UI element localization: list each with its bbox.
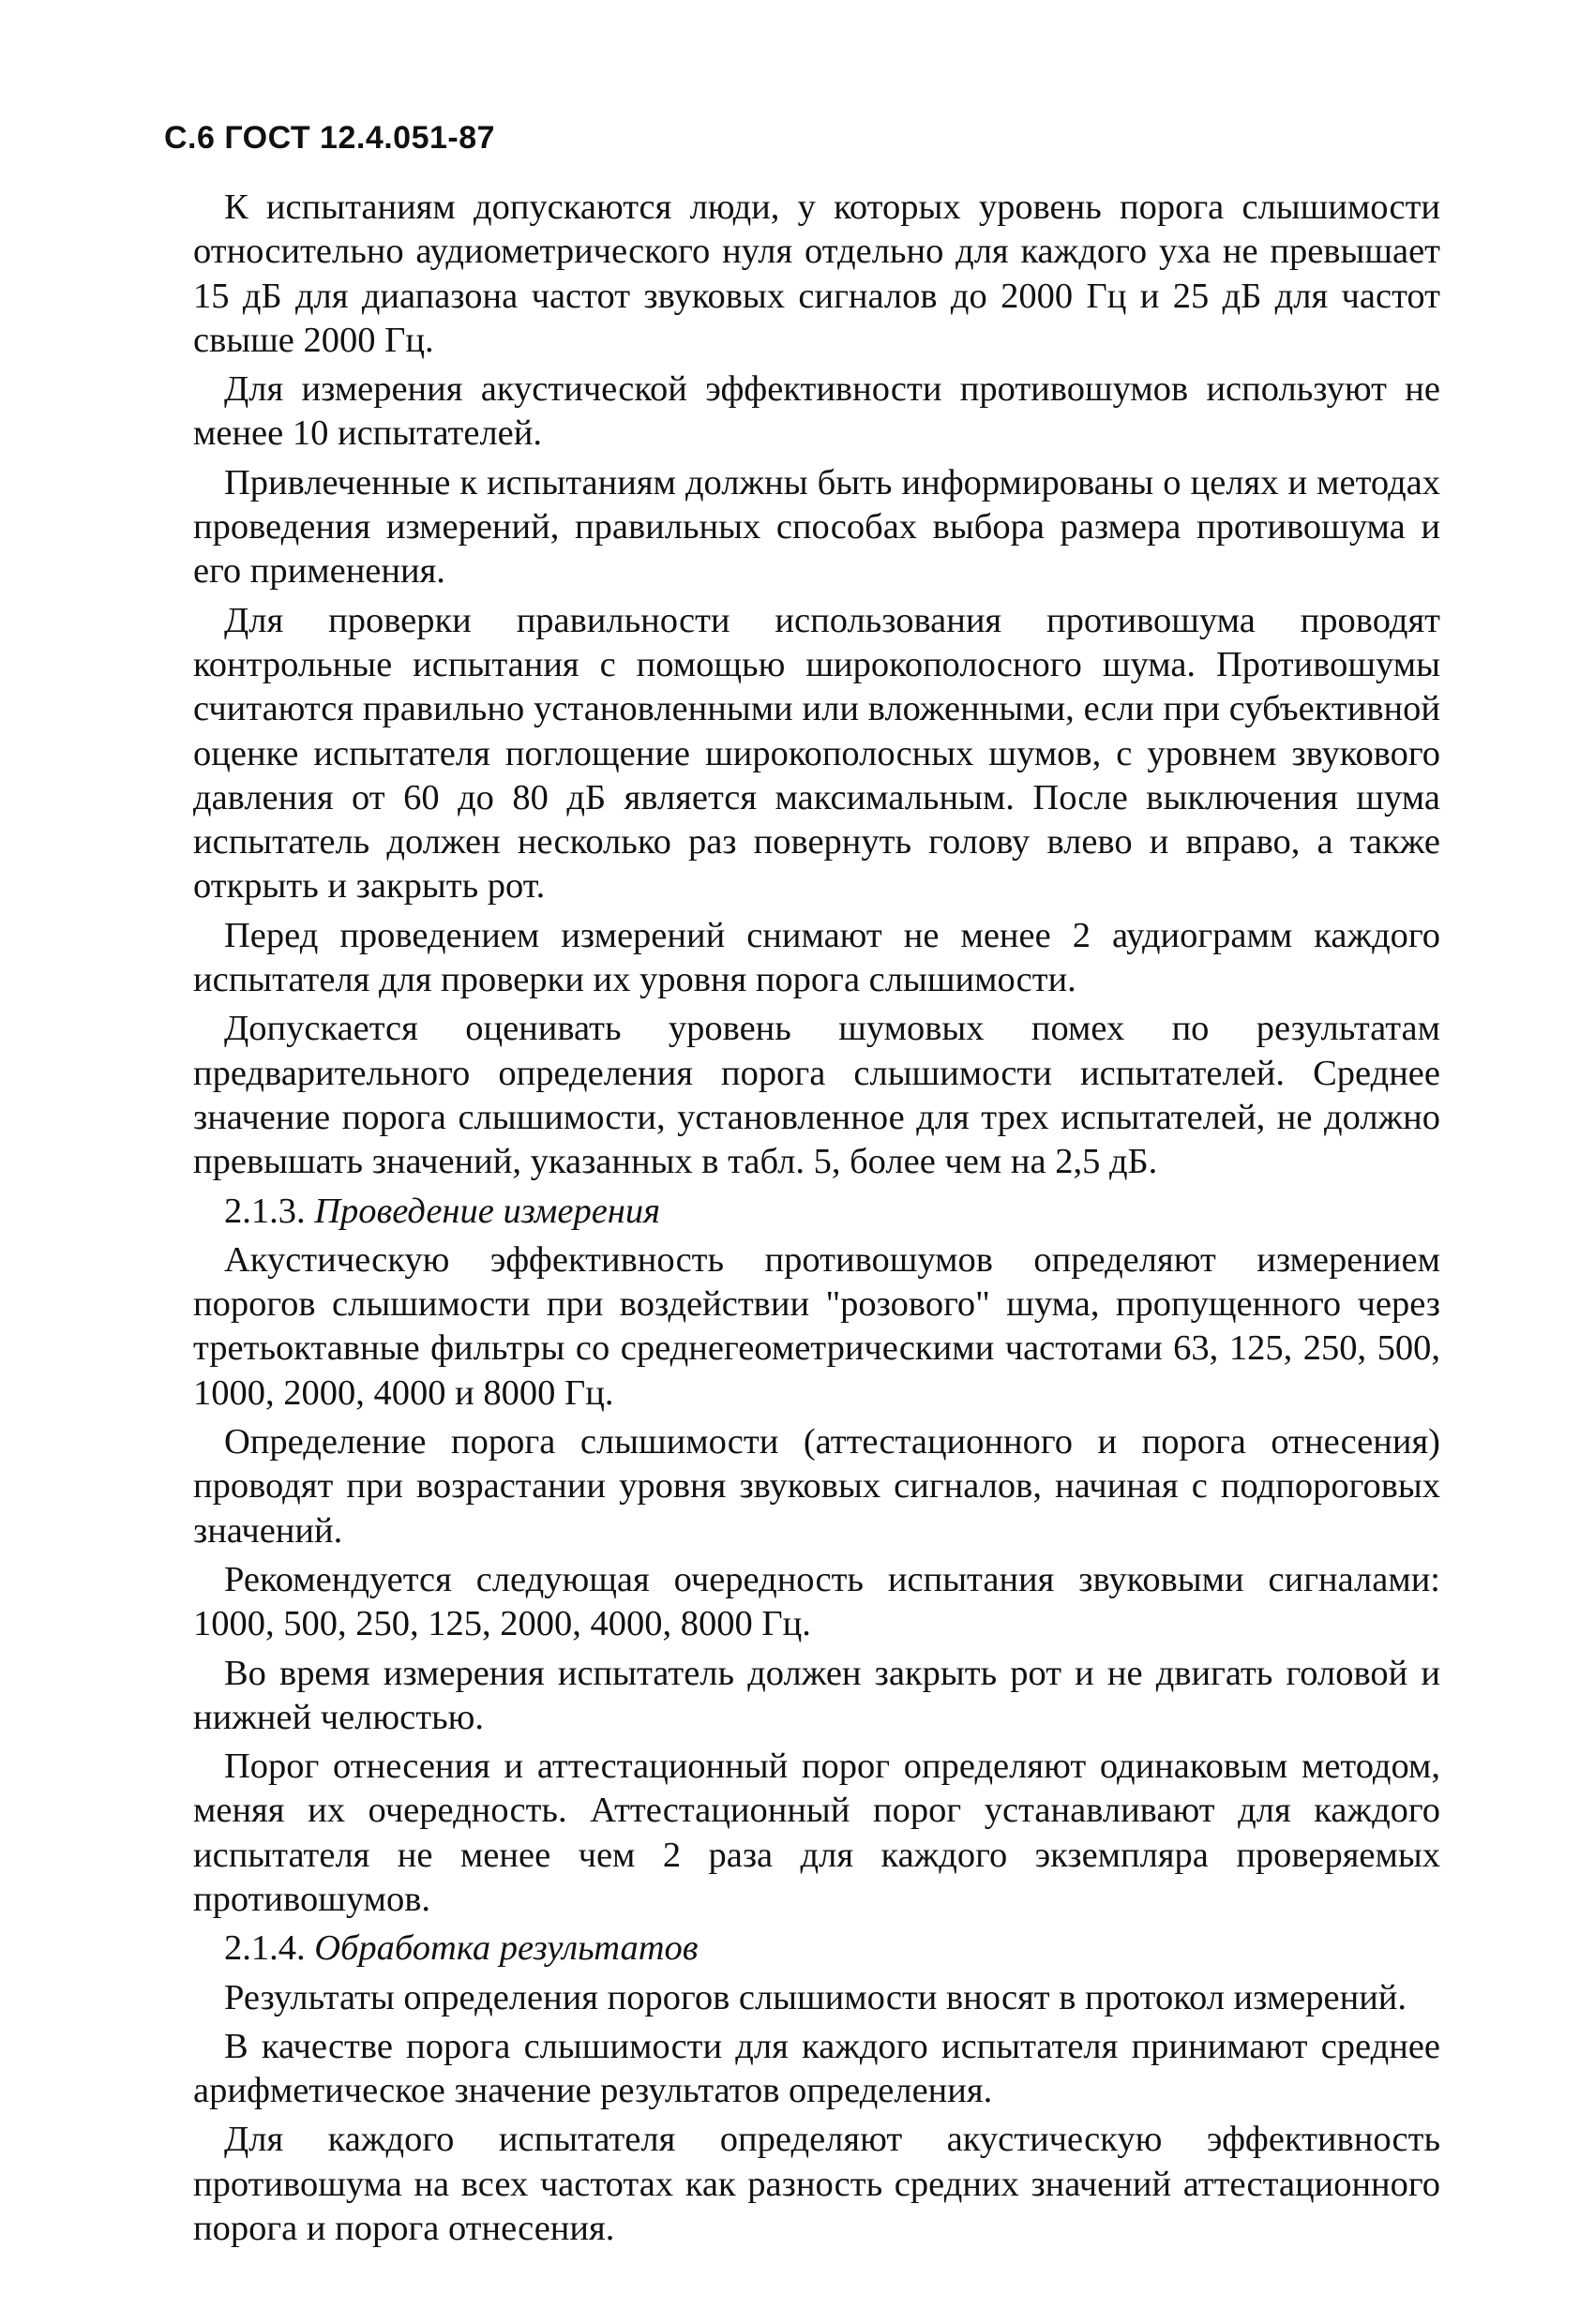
paragraph-tester-briefing: Привлеченные к испытаниям должны быть информированы о целях и методах проведения измерений, правильных способах выбора размера противошума и его применения. bbox=[193, 462, 1440, 592]
paragraph-threshold-determination: Определение порога слышимости (аттестационного и порога отнесения) проводят при возрастании уровня звуковых сигналов, начиная с подпороговых значений. bbox=[193, 1422, 1440, 1551]
section-number: 2.1.3. bbox=[224, 1191, 306, 1231]
body-text bbox=[193, 186, 1440, 2256]
paragraph-admission-criteria: К испытаниям допускаются люди, у которых уровень порога слышимости относительно аудиометрического нуля отдельно для каждого уха не превышает 15 дБ для диапазона частот звуковых сигналов до 2000 Гц и 25 дБ для частот свыше 2000 Гц. bbox=[193, 187, 1440, 360]
paragraph-effectiveness-calc: Для каждого испытателя определяют акустическую эффективность противошума на всех частотах как разность средних значений аттестационного порога и порога отнесения. bbox=[193, 2120, 1440, 2249]
section-title: Обработка результатов bbox=[314, 1928, 699, 1969]
section-heading-2-1-4 bbox=[193, 1927, 1440, 1971]
section-number: 2.1.4. bbox=[224, 1928, 306, 1969]
paragraph-results-protocol: Результаты определения порогов слышимости вносят в протокол измерений. bbox=[224, 1977, 1407, 2017]
paragraph-threshold-sequence: Порог отнесения и аттестационный порог определяют одинаковым методом, меняя их очередность. Аттестационный порог устанавливают для каждого испытателя не менее чем 2 раза для каждого экземпляра проверяемых противошумов. bbox=[193, 1747, 1440, 1919]
paragraph-tester-count: Для измерения акустической эффективности противошумов используют не менее 10 испытателей. bbox=[193, 369, 1440, 454]
paragraph-audiograms: Перед проведением измерений снимают не менее 2 аудиограмм каждого испытателя для проверки их уровня порога слышимости. bbox=[193, 915, 1440, 1000]
section-title: Проведение измерения bbox=[314, 1191, 661, 1231]
paragraph-measurement-method: Акустическую эффективность противошумов определяют измерением порогов слышимости при воздействии "розового" шума, пропущенного через третьоктавные фильтры со среднегеометрическими частотами 63, 125, 250, 500, 1000, 2000, 4000 и 8000 Гц. bbox=[193, 1239, 1440, 1413]
paragraph-fit-check: Для проверки правильности использования противошума проводят контрольные испытания с помощью широкополосного шума. Противошумы считаются правильно установленными или вложенными, если при субъективной оценке испытателя поглощение широкополосных шумов, с уровнем звукового давления от 60 до 80 дБ является максимальным. После выключения шума испытатель должен несколько раз повернуть голову влево и вправо, а также открыть и закрыть рот. bbox=[193, 600, 1440, 907]
running-head: С.6 ГОСТ 12.4.051-87 bbox=[164, 120, 496, 156]
paragraph-noise-interference: Допускается оценивать уровень шумовых помех по результатам предварительного определения порога слышимости испытателей. Среднее значение порога слышимости, установленное для трех испытателей, не должно превышать значений, указанных в табл. 5, более чем на 2,5 дБ. bbox=[193, 1009, 1440, 1182]
section-heading-2-1-3 bbox=[193, 1190, 1440, 1234]
paragraph-signal-order: Рекомендуется следующая очередность испытания звуковыми сигналами: 1000, 500, 250, 125, 2000, 4000, 8000 Гц. bbox=[193, 1559, 1440, 1644]
paragraph-tester-posture: Во время измерения испытатель должен закрыть рот и не двигать головой и нижней челюстью. bbox=[193, 1653, 1440, 1737]
paragraph-mean-threshold: В качестве порога слышимости для каждого испытателя принимают среднее арифметическое значение результатов определения. bbox=[193, 2026, 1440, 2111]
